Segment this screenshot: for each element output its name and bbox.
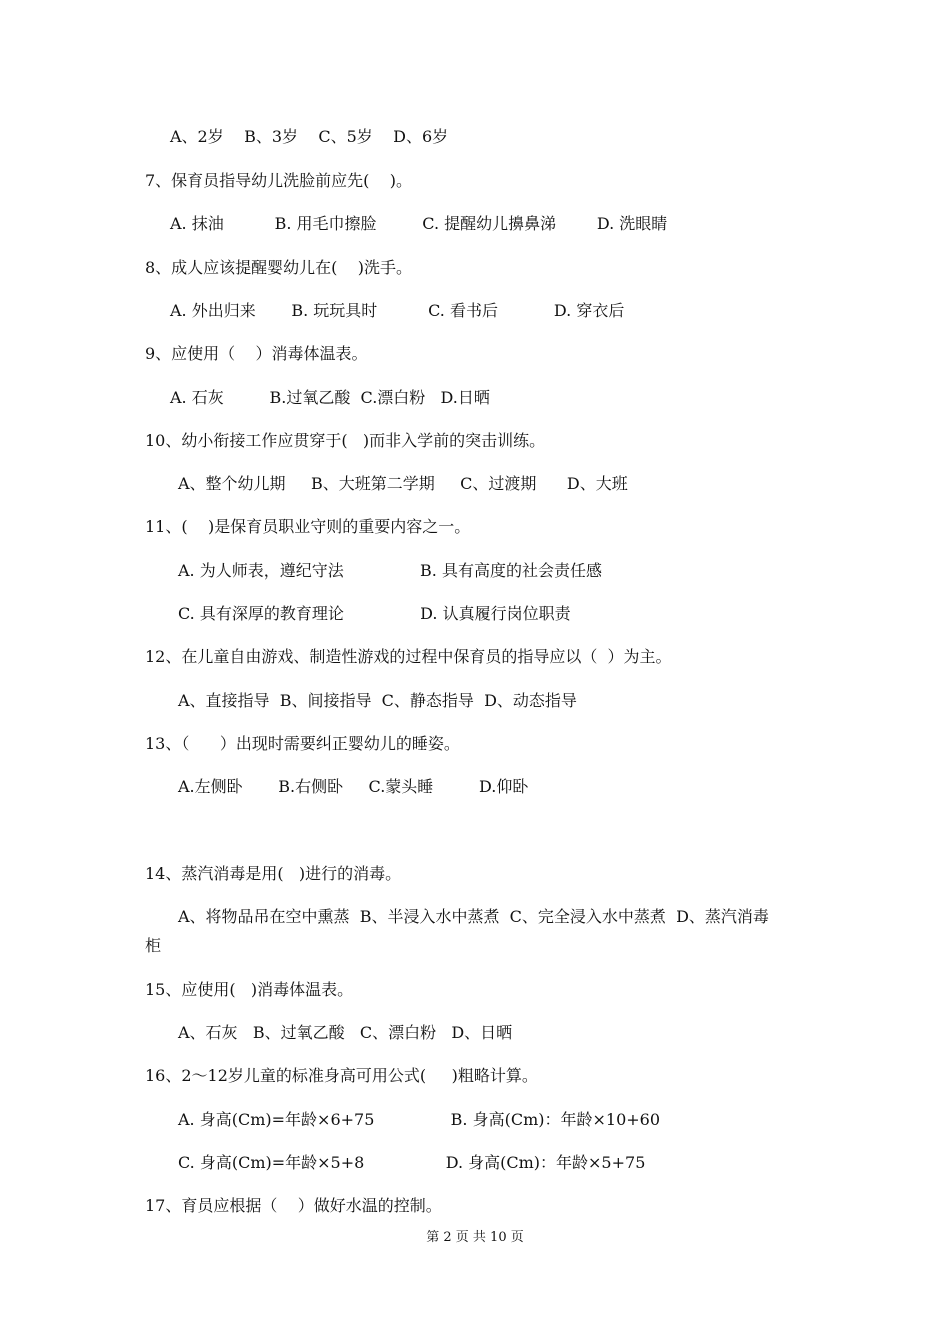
page-footer: 第 2 页 共 10 页: [426, 1230, 524, 1245]
q15-options: A、石灰 B、过氧乙酸 C、漂白粉 D、日晒: [178, 1023, 513, 1042]
q7-options: A. 抹油 B. 用毛巾擦脸 C. 提醒幼儿擤鼻涕 D. 洗眼睛: [170, 214, 668, 233]
q10-question: 10、幼小衔接工作应贯穿于( )而非入学前的突击训练。: [145, 431, 546, 450]
q16-options-row2: C. 身高(Cm)=年龄×5+8 D. 身高(Cm)：年龄×5+75: [178, 1153, 646, 1172]
q14-question: 14、蒸汽消毒是用( )进行的消毒。: [145, 864, 402, 883]
q9-options: A. 石灰 B.过氧乙酸 C.漂白粉 D.日晒: [170, 388, 490, 407]
q16-question: 16、2～12岁儿童的标准身高可用公式( )粗略计算。: [145, 1066, 538, 1085]
q8-question: 8、成人应该提醒婴幼儿在( )洗手。: [145, 258, 413, 277]
q6-options: A、2岁 B、3岁 C、5岁 D、6岁: [170, 127, 449, 146]
q8-options: A. 外出归来 B. 玩玩具时 C. 看书后 D. 穿衣后: [170, 301, 625, 320]
q11-options-row2: C. 具有深厚的教育理论 D. 认真履行岗位职责: [178, 604, 571, 623]
q7-question: 7、保育员指导幼儿洗脸前应先( )。: [145, 171, 413, 190]
q11-options-row1: A. 为人师表，遵纪守法 B. 具有高度的社会责任感: [178, 561, 602, 580]
q17-question: 17、育员应根据（ ）做好水温的控制。: [145, 1196, 442, 1215]
q14-options-wrap: 柜: [145, 936, 162, 955]
q14-options: A、将物品吊在空中熏蒸 B、半浸入水中蒸煮 C、完全浸入水中蒸煮 D、蒸汽消毒: [178, 907, 769, 926]
q12-options: A、直接指导 B、间接指导 C、静态指导 D、动态指导: [178, 691, 577, 710]
q13-question: 13、（ ）出现时需要纠正婴幼儿的睡姿。: [145, 734, 460, 753]
q15-question: 15、应使用( )消毒体温表。: [145, 980, 354, 999]
q12-question: 12、在儿童自由游戏、制造性游戏的过程中保育员的指导应以（ ）为主。: [145, 647, 672, 666]
q11-question: 11、( )是保育员职业守则的重要内容之一。: [145, 517, 471, 536]
q13-options: A.左侧卧 B.右侧卧 C.蒙头睡 D.仰卧: [178, 777, 529, 796]
q9-question: 9、应使用（ ）消毒体温表。: [145, 344, 368, 363]
q16-options-row1: A. 身高(Cm)=年龄×6+75 B. 身高(Cm)：年龄×10+60: [178, 1110, 661, 1129]
q10-options: A、整个幼儿期 B、大班第二学期 C、过渡期 D、大班: [178, 474, 628, 493]
